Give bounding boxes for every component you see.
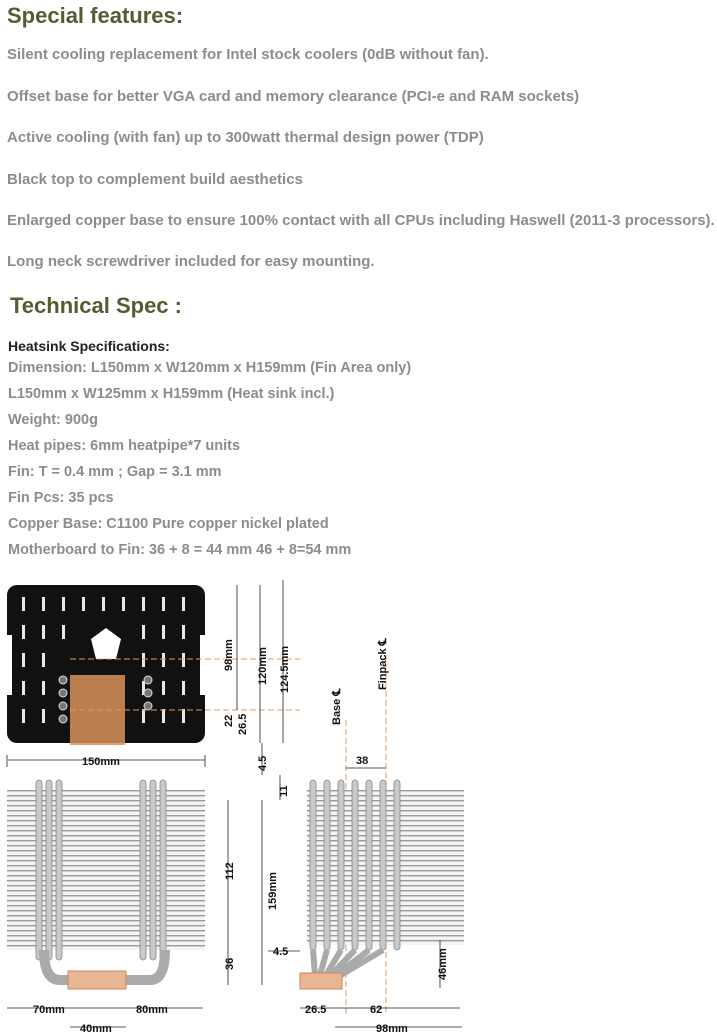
finpack-centerline-label: Finpack ℄	[377, 638, 389, 690]
technical-spec-heading: Technical Spec :	[10, 293, 182, 318]
dim-26-5: 26.5	[237, 713, 249, 735]
feature-item: Long neck screwdriver included for easy mounting.	[7, 253, 375, 270]
dim-4-5-top: 4.5	[257, 755, 269, 771]
spec-line: Weight: 900g	[8, 412, 98, 428]
dim-98mm-side: 98mm	[376, 1023, 408, 1035]
spec-line: Fin Pcs: 35 pcs	[8, 490, 114, 506]
spec-line: Heat pipes: 6mm heatpipe*7 units	[8, 438, 241, 454]
dim-150mm: 150mm	[82, 756, 120, 768]
spec-line: Fin: T = 0.4 mm ; Gap = 3.1 mm	[8, 464, 222, 480]
dim-120mm: 120mm	[257, 647, 269, 685]
spec-line: Dimension: L150mm x W120mm x H159mm (Fin Area only)	[8, 360, 412, 376]
front-view	[7, 780, 205, 989]
dim-98mm: 98mm	[223, 639, 235, 671]
dim-62: 62	[370, 1004, 383, 1016]
dim-26-5-side: 26.5	[305, 1004, 327, 1016]
dim-159mm: 159mm	[267, 872, 279, 910]
spec-line: Copper Base: C1100 Pure copper nickel plated	[8, 516, 329, 532]
dim-36: 36	[224, 957, 236, 970]
dim-124-5mm: 124.5mm	[279, 645, 291, 693]
spec-line: L150mm x W125mm x H159mm (Heat sink incl.)	[8, 386, 335, 402]
dim-46mm: 46mm	[437, 948, 449, 980]
heatsink-dimension-drawing	[0, 575, 717, 1035]
dim-38: 38	[356, 755, 369, 767]
dim-11: 11	[278, 785, 290, 797]
feature-item: Active cooling (with fan) up to 300watt thermal design power (TDP)	[7, 129, 484, 146]
dim-22: 22	[223, 714, 235, 727]
feature-item: Silent cooling replacement for Intel stock coolers (0dB without fan).	[7, 46, 489, 63]
spec-line: Motherboard to Fin: 36 + 8 = 44 mm 46 + 8=54 mm	[8, 542, 352, 558]
dim-40mm: 40mm	[80, 1023, 112, 1035]
dim-70mm: 70mm	[33, 1004, 65, 1016]
heatsink-spec-subheading: Heatsink Specifications:	[8, 338, 170, 354]
top-view	[0, 585, 300, 745]
feature-item: Enlarged copper base to ensure 100% contact with all CPUs including Haswell (2011-3 processors).	[7, 212, 715, 229]
dim-80mm: 80mm	[136, 1004, 168, 1016]
feature-item: Black top to complement build aesthetics	[7, 171, 303, 188]
special-features-heading: Special features:	[7, 3, 184, 28]
dim-112: 112	[224, 862, 236, 880]
feature-item: Offset base for better VGA card and memory clearance (PCI-e and RAM sockets)	[7, 88, 580, 105]
dim-4-5-side: 4.5	[273, 946, 289, 958]
base-centerline-label: Base ℄	[331, 688, 343, 725]
